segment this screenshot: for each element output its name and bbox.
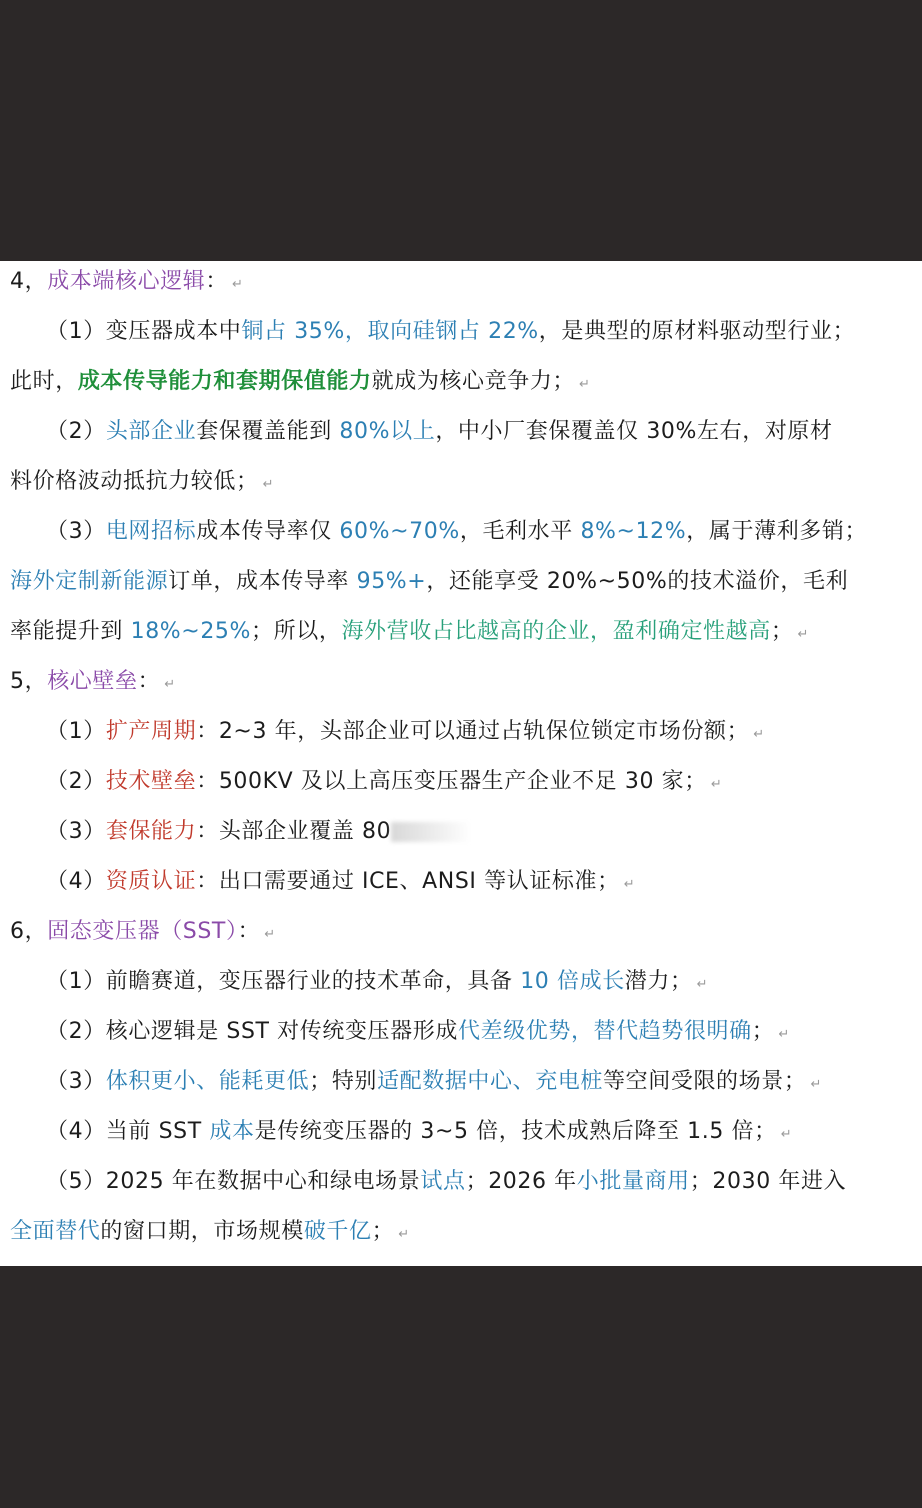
bottom-dark-band — [0, 1266, 922, 1508]
s5-item-2 — [0, 757, 922, 807]
s6-item-5-cont — [0, 1207, 922, 1257]
s5-item-3 — [0, 807, 922, 857]
paragraph-mark-icon: ↵ — [232, 277, 244, 292]
highlight: 扩产周期 — [105, 719, 197, 744]
text: 率能提升到 — [10, 619, 131, 644]
text: （1）前瞻赛道，变压器行业的技术革命，具备 — [46, 969, 521, 994]
paragraph-mark-icon: ↵ — [797, 627, 809, 642]
text: ；所以， — [251, 619, 342, 644]
paragraph-mark-icon: ↵ — [780, 1127, 793, 1142]
highlight: 适配数据中心、充电桩 — [377, 1069, 604, 1094]
s4-item-2 — [0, 407, 922, 457]
text: （4） — [46, 869, 106, 894]
paragraph-mark-icon: ↵ — [696, 977, 709, 992]
highlight: 95%+ — [356, 569, 427, 594]
text: ；2030 年进入 — [689, 1169, 847, 1194]
text: ：500KV 及以上高压变压器生产企业不足 30 家； — [196, 769, 707, 794]
text: 就成为核心竞争力； — [371, 369, 576, 394]
s6-item-4 — [0, 1107, 922, 1157]
text: 是传统变压器的 3~5 倍，技术成熟后降至 1.5 倍； — [254, 1119, 777, 1144]
highlight: 成本 — [209, 1119, 255, 1144]
text: ； — [371, 1219, 395, 1244]
section-title: 成本端核心逻辑 — [47, 269, 206, 294]
s4-item-1-cont — [0, 357, 922, 407]
text: 等空间受限的场景； — [603, 1069, 807, 1094]
section-number: 5， — [10, 669, 48, 694]
text: ； — [751, 1019, 775, 1044]
highlight: 代差级优势，替代趋势很明确 — [457, 1019, 752, 1044]
text: ，是典型的原材料驱动型行业； — [538, 319, 856, 344]
highlight: 资质认证 — [105, 869, 197, 894]
highlight: 体积更小、能耗更低 — [105, 1069, 310, 1094]
highlight: 成本传导能力和套期保值能力 — [77, 369, 372, 394]
highlight: 破千亿 — [303, 1219, 372, 1244]
paragraph-mark-icon: ↵ — [623, 877, 636, 892]
s5-item-1 — [0, 707, 922, 757]
text: （4）当前 SST — [46, 1119, 210, 1144]
paragraph-mark-icon: ↵ — [164, 677, 176, 692]
text: （3） — [46, 1069, 106, 1094]
paragraph-mark-icon: ↵ — [264, 927, 276, 942]
text: 此时， — [10, 369, 78, 394]
top-dark-band — [0, 0, 922, 261]
section-number: 6， — [10, 919, 48, 944]
text: （2） — [46, 769, 106, 794]
paragraph-mark-icon: ↵ — [753, 727, 765, 742]
text: 潜力； — [624, 969, 693, 994]
text: ；2026 年 — [465, 1169, 577, 1194]
text: （5）2025 年在数据中心和绿电场景 — [46, 1169, 421, 1194]
text: （3） — [46, 519, 106, 544]
text: （1） — [46, 719, 106, 744]
text: 料价格波动抵抗力较低； — [10, 469, 259, 494]
highlight: 套保能力 — [105, 819, 197, 844]
text: ：头部企业覆盖 80 — [196, 819, 392, 844]
section-6-heading — [0, 907, 922, 957]
paragraph-mark-icon: ↵ — [810, 1077, 822, 1092]
text: （2） — [46, 419, 106, 444]
text: 的窗口期，市场规模 — [100, 1219, 304, 1244]
blurred-region — [391, 822, 471, 842]
highlight: 海外营收占比越高的企业，盈利确定性越高 — [341, 619, 771, 644]
text: ；特别 — [309, 1069, 378, 1094]
s6-item-3 — [0, 1057, 922, 1107]
s5-item-4 — [0, 857, 922, 907]
text: 套保覆盖能到 — [196, 419, 340, 444]
paragraph-mark-icon: ↵ — [398, 1227, 410, 1242]
section-title: 固态变压器（SST） — [47, 919, 238, 944]
text: ，中小厂套保覆盖仅 30%左右，对原材 — [435, 419, 833, 444]
highlight: 80%以上 — [339, 419, 436, 444]
s4-item-1 — [0, 307, 922, 357]
s6-item-2 — [0, 1007, 922, 1057]
colon: ： — [237, 919, 261, 944]
s6-item-5 — [0, 1157, 922, 1207]
highlight: 海外定制新能源 — [10, 569, 169, 594]
highlight: 全面替代 — [10, 1219, 101, 1244]
highlight: 头部企业 — [105, 419, 197, 444]
text: ，毛利水平 — [459, 519, 581, 544]
text: ：2~3 年，头部企业可以通过占轨保位锁定市场份额； — [196, 719, 750, 744]
text: 成本传导率仅 — [196, 519, 340, 544]
text: （2）核心逻辑是 SST 对传统变压器形成 — [46, 1019, 458, 1044]
text: ； — [770, 619, 794, 644]
section-number: 4， — [10, 269, 48, 294]
s6-item-1 — [0, 957, 922, 1007]
text: ，还能享受 20%~50%的技术溢价，毛利 — [426, 569, 849, 594]
s4-item-2-cont — [0, 457, 922, 507]
section-4-heading — [0, 261, 922, 307]
text: （1）变压器成本中 — [46, 319, 242, 344]
paragraph-mark-icon: ↵ — [778, 1027, 790, 1042]
s4-item-3-cont-2 — [0, 607, 922, 657]
highlight: 8%~12% — [580, 519, 687, 544]
text: （3） — [46, 819, 106, 844]
s4-item-3 — [0, 507, 922, 557]
highlight: 10 倍成长 — [520, 969, 625, 994]
section-title: 核心壁垒 — [47, 669, 138, 694]
highlight: 技术壁垒 — [105, 769, 197, 794]
highlight: 小批量商用 — [576, 1169, 690, 1194]
paragraph-mark-icon: ↵ — [262, 477, 275, 492]
text: ：出口需要通过 ICE、ANSI 等认证标准； — [196, 869, 620, 894]
paragraph-mark-icon: ↵ — [710, 777, 723, 792]
paragraph-mark-icon: ↵ — [579, 377, 591, 392]
s4-item-3-cont — [0, 557, 922, 607]
highlight: 电网招标 — [105, 519, 197, 544]
section-5-heading — [0, 657, 922, 707]
highlight: 18%~25% — [130, 619, 252, 644]
text: ，属于薄利多销； — [686, 519, 868, 544]
highlight: 60%~70% — [339, 519, 460, 544]
colon: ： — [137, 669, 161, 694]
colon: ： — [205, 269, 229, 294]
text: 订单，成本传导率 — [168, 569, 357, 594]
highlight: 试点 — [420, 1169, 466, 1194]
highlight: 铜占 35%，取向硅钢占 22% — [241, 319, 539, 344]
document-page — [0, 261, 922, 1266]
